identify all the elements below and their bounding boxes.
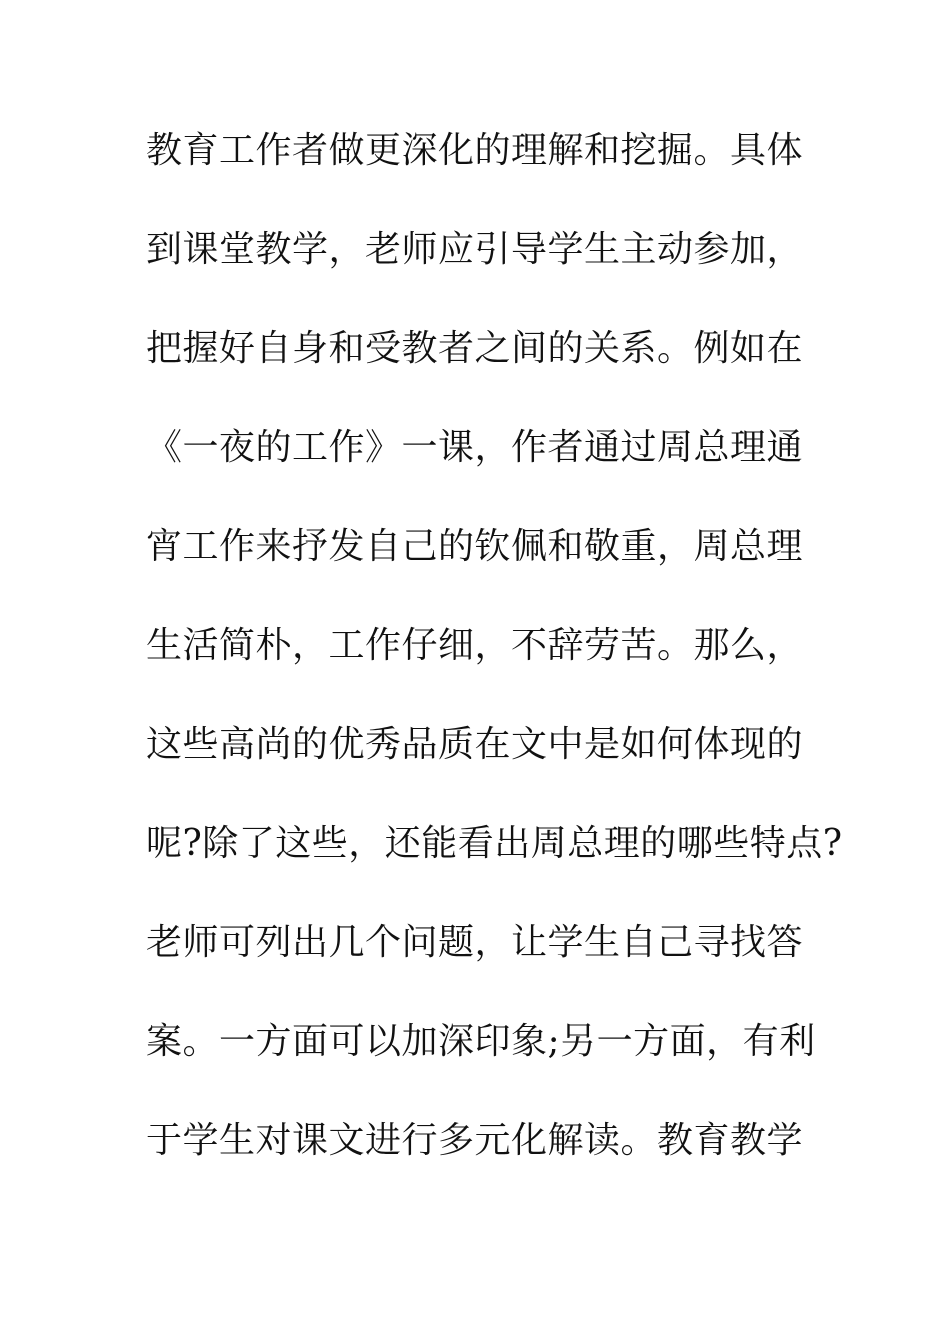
text-line: 宵工作来抒发自己的钦佩和敬重，周总理 bbox=[146, 526, 804, 567]
text-line: 案。一方面可以加深印象;另一方面，有利 bbox=[146, 1021, 816, 1062]
body-paragraph bbox=[146, 125, 843, 1214]
text-line: 老师可列出几个问题，让学生自己寻找答 bbox=[146, 922, 804, 963]
text-line: 于学生对课文进行多元化解读。教育教学 bbox=[146, 1120, 804, 1161]
text-line: 教育工作者做更深化的理解和挖掘。具体 bbox=[146, 130, 804, 171]
text-line: 呢?除了这些，还能看出周总理的哪些特点? bbox=[146, 823, 843, 864]
text-line: 生活简朴，工作仔细，不辞劳苦。那么， bbox=[146, 625, 804, 666]
text-line: 把握好自身和受教者之间的关系。例如在 bbox=[146, 328, 804, 369]
text-line: 到课堂教学，老师应引导学生主动参加， bbox=[146, 229, 804, 270]
text-line: 《一夜的工作》一课，作者通过周总理通 bbox=[146, 427, 804, 468]
text-line: 这些高尚的优秀品质在文中是如何体现的 bbox=[146, 724, 804, 765]
